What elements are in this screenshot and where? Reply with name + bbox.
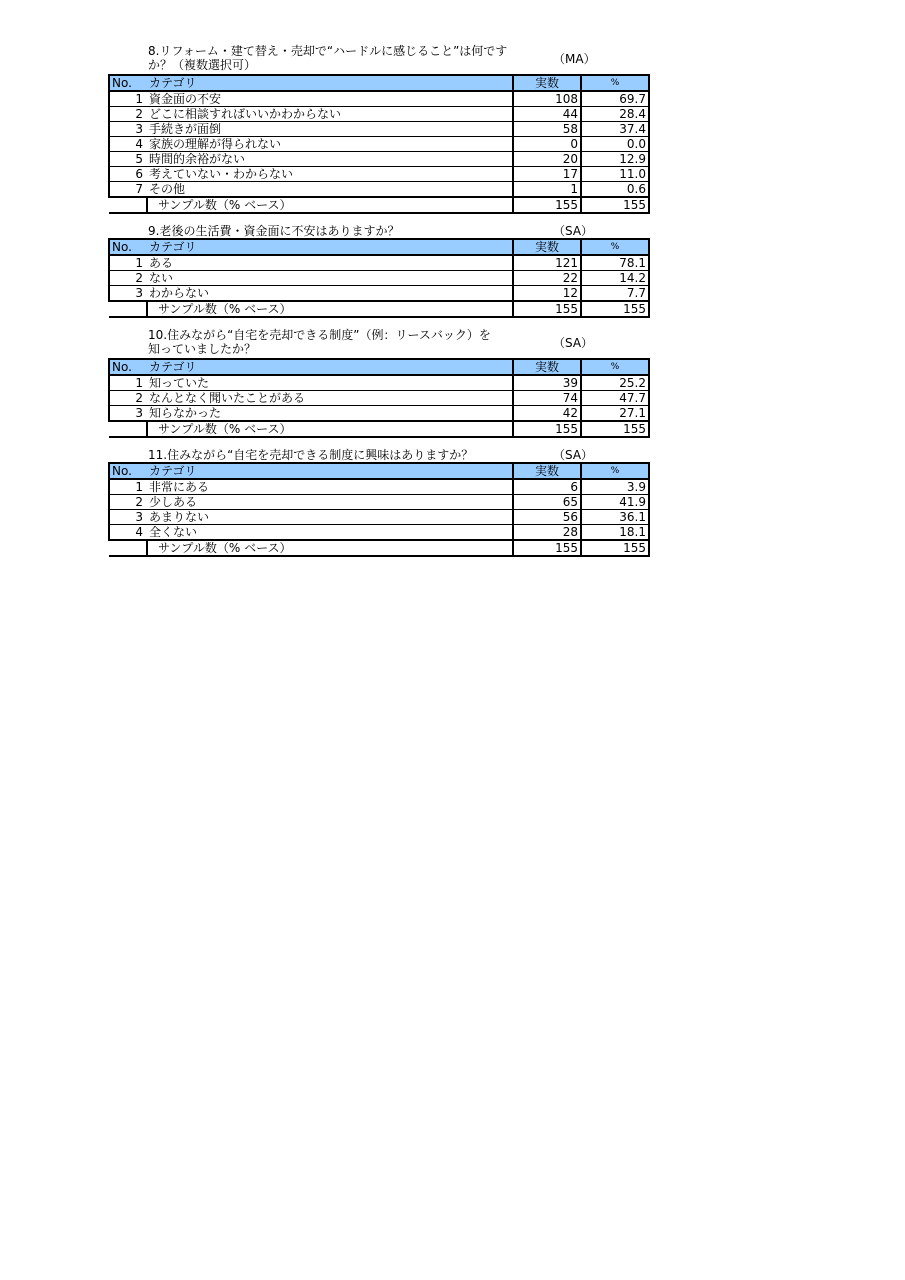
table-total-row [109, 540, 649, 556]
row-percent: 11.0 [581, 167, 649, 182]
row-no: 2 [109, 107, 147, 122]
row-no: 1 [109, 255, 147, 271]
row-count: 121 [513, 255, 581, 271]
question-8-title [148, 44, 528, 72]
row-category: 手続きが面倒 [147, 122, 513, 137]
row-no: 2 [109, 495, 147, 510]
question-8-title-line1: 8.リフォーム・建て替え・売却で“ハードルに感じること”は何です [148, 44, 508, 58]
total-percent: 155 [581, 197, 649, 213]
total-percent: 155 [581, 421, 649, 437]
question-9-header [108, 224, 648, 238]
table-header-row [109, 239, 649, 255]
header-count: 実数 [513, 75, 581, 91]
table-row [109, 286, 649, 302]
row-no: 7 [109, 182, 147, 198]
row-count: 108 [513, 91, 581, 107]
row-percent: 28.4 [581, 107, 649, 122]
row-category: 時間的余裕がない [147, 152, 513, 167]
total-count: 155 [513, 540, 581, 556]
row-category: なんとなく聞いたことがある [147, 391, 513, 406]
total-spacer [109, 540, 147, 556]
question-11-table [108, 462, 650, 557]
total-label: サンプル数（% ベース） [147, 421, 513, 437]
header-percent: % [581, 359, 649, 375]
row-no: 2 [109, 271, 147, 286]
row-count: 39 [513, 375, 581, 391]
question-11-title-line1: 11.住みながら“自宅を売却できる制度に興味はありますか？ [148, 448, 474, 462]
row-category: あまりない [147, 510, 513, 525]
row-no: 4 [109, 137, 147, 152]
row-category: 資金面の不安 [147, 91, 513, 107]
question-10-section [108, 328, 648, 436]
row-count: 12 [513, 286, 581, 302]
row-category: 家族の理解が得られない [147, 137, 513, 152]
table-row [109, 152, 649, 167]
table-header-row [109, 463, 649, 479]
row-percent: 12.9 [581, 152, 649, 167]
table-row [109, 137, 649, 152]
question-11-section [108, 448, 648, 555]
table-row [109, 107, 649, 122]
question-8-title-line2: か？（複数選択可） [148, 58, 257, 72]
row-percent: 27.1 [581, 406, 649, 422]
table-header-row [109, 75, 649, 91]
table-row [109, 122, 649, 137]
question-8-header [108, 44, 648, 74]
question-10-title-line1: 10.住みながら“自宅を売却できる制度”（例：リースバック）を [148, 328, 491, 342]
question-9-type: （SA） [553, 224, 594, 238]
row-category: 知らなかった [147, 406, 513, 422]
row-no: 3 [109, 510, 147, 525]
header-category: カテゴリ [147, 75, 513, 91]
header-category: カテゴリ [147, 359, 513, 375]
total-count: 155 [513, 197, 581, 213]
question-9-title-line1: 9.老後の生活費・資金面に不安はありますか？ [148, 224, 400, 238]
row-category: その他 [147, 182, 513, 198]
question-9-title [148, 224, 528, 238]
table-header-row [109, 359, 649, 375]
row-percent: 78.1 [581, 255, 649, 271]
row-count: 65 [513, 495, 581, 510]
row-no: 6 [109, 167, 147, 182]
question-9-table [108, 238, 650, 318]
total-spacer [109, 301, 147, 317]
total-percent: 155 [581, 540, 649, 556]
row-category: 非常にある [147, 479, 513, 495]
question-8-table [108, 74, 650, 214]
total-count: 155 [513, 301, 581, 317]
table-total-row [109, 421, 649, 437]
row-percent: 25.2 [581, 375, 649, 391]
row-no: 3 [109, 286, 147, 302]
row-percent: 0.0 [581, 137, 649, 152]
row-percent: 41.9 [581, 495, 649, 510]
header-count: 実数 [513, 359, 581, 375]
row-category: ある [147, 255, 513, 271]
header-category: カテゴリ [147, 463, 513, 479]
row-percent: 47.7 [581, 391, 649, 406]
row-percent: 3.9 [581, 479, 649, 495]
header-percent: % [581, 75, 649, 91]
question-10-title [148, 328, 528, 356]
total-label: サンプル数（% ベース） [147, 301, 513, 317]
row-category: 少しある [147, 495, 513, 510]
table-row [109, 182, 649, 198]
total-label: サンプル数（% ベース） [147, 197, 513, 213]
row-no: 5 [109, 152, 147, 167]
table-row [109, 271, 649, 286]
table-total-row [109, 301, 649, 317]
total-label: サンプル数（% ベース） [147, 540, 513, 556]
table-row [109, 406, 649, 422]
header-no: No. [109, 75, 147, 91]
total-spacer [109, 197, 147, 213]
row-no: 2 [109, 391, 147, 406]
question-10-table [108, 358, 650, 438]
table-row [109, 495, 649, 510]
row-count: 28 [513, 525, 581, 541]
row-percent: 7.7 [581, 286, 649, 302]
table-row [109, 391, 649, 406]
table-row [109, 375, 649, 391]
table-row [109, 91, 649, 107]
question-9-section [108, 224, 648, 316]
row-count: 42 [513, 406, 581, 422]
row-category: ない [147, 271, 513, 286]
row-category: 全くない [147, 525, 513, 541]
row-no: 1 [109, 91, 147, 107]
header-no: No. [109, 239, 147, 255]
row-no: 3 [109, 406, 147, 422]
question-11-title [148, 448, 528, 462]
row-count: 56 [513, 510, 581, 525]
question-11-type: （SA） [553, 448, 594, 462]
header-no: No. [109, 359, 147, 375]
question-8-type: （MA） [553, 52, 596, 66]
row-count: 58 [513, 122, 581, 137]
row-category: 考えていない・わからない [147, 167, 513, 182]
header-count: 実数 [513, 463, 581, 479]
table-row [109, 510, 649, 525]
question-10-type: （SA） [553, 336, 594, 350]
row-percent: 37.4 [581, 122, 649, 137]
header-category: カテゴリ [147, 239, 513, 255]
question-10-header [108, 328, 648, 358]
row-category: どこに相談すればいいかわからない [147, 107, 513, 122]
table-row [109, 255, 649, 271]
row-percent: 18.1 [581, 525, 649, 541]
header-no: No. [109, 463, 147, 479]
row-no: 3 [109, 122, 147, 137]
question-8-section [108, 44, 648, 212]
question-11-header [108, 448, 648, 462]
row-count: 44 [513, 107, 581, 122]
row-count: 1 [513, 182, 581, 198]
table-row [109, 167, 649, 182]
row-category: わからない [147, 286, 513, 302]
header-percent: % [581, 239, 649, 255]
row-category: 知っていた [147, 375, 513, 391]
row-no: 1 [109, 479, 147, 495]
row-no: 1 [109, 375, 147, 391]
row-count: 20 [513, 152, 581, 167]
header-count: 実数 [513, 239, 581, 255]
question-10-title-line2: 知っていましたか？ [148, 342, 257, 356]
row-percent: 69.7 [581, 91, 649, 107]
table-total-row [109, 197, 649, 213]
row-count: 17 [513, 167, 581, 182]
row-count: 6 [513, 479, 581, 495]
header-percent: % [581, 463, 649, 479]
total-spacer [109, 421, 147, 437]
total-count: 155 [513, 421, 581, 437]
row-no: 4 [109, 525, 147, 541]
row-percent: 36.1 [581, 510, 649, 525]
table-row [109, 525, 649, 541]
row-count: 74 [513, 391, 581, 406]
total-percent: 155 [581, 301, 649, 317]
row-count: 0 [513, 137, 581, 152]
table-row [109, 479, 649, 495]
row-percent: 0.6 [581, 182, 649, 198]
row-count: 22 [513, 271, 581, 286]
row-percent: 14.2 [581, 271, 649, 286]
